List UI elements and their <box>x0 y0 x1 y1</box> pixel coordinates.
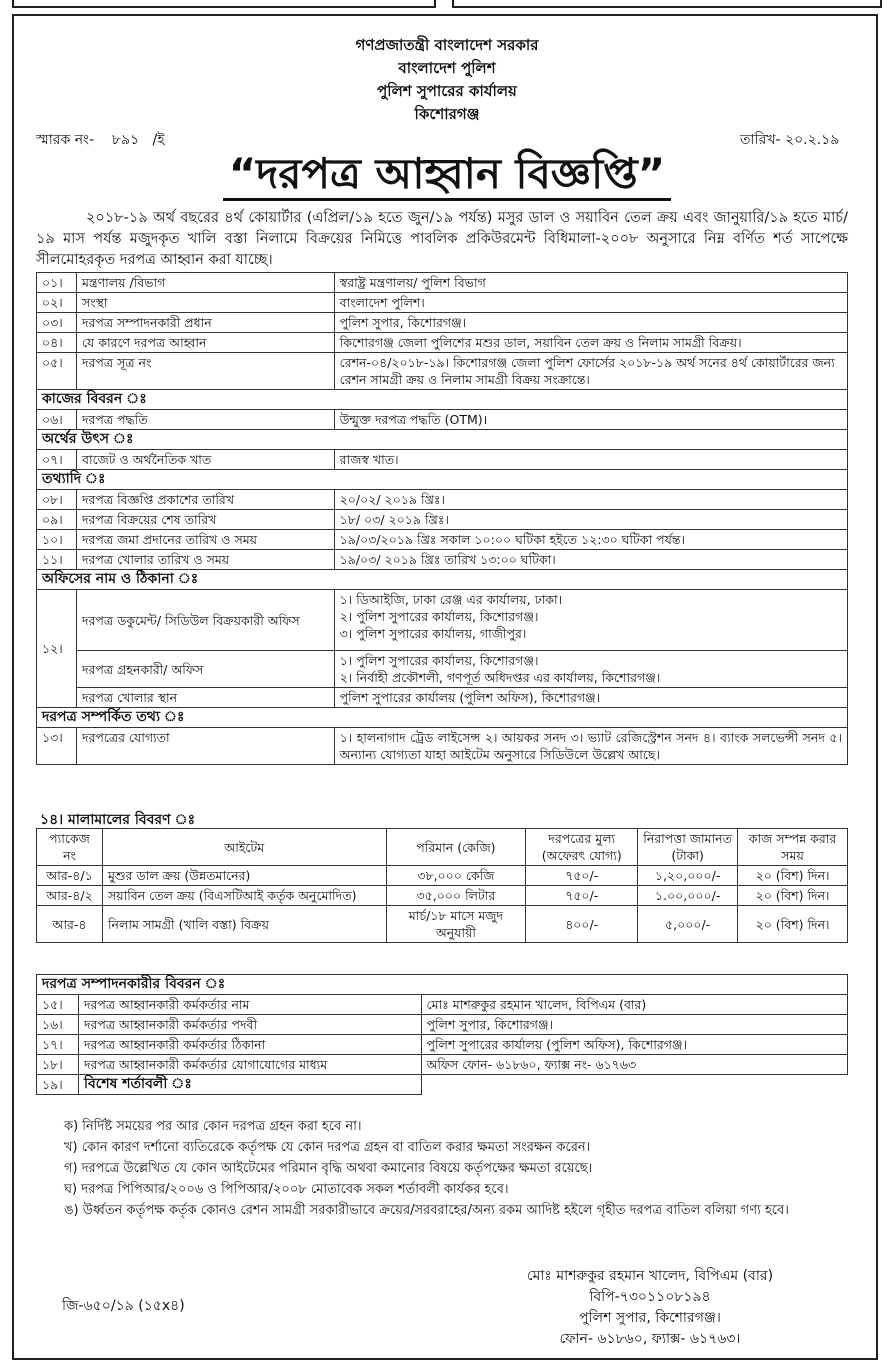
row-label: দরপত্র সূত্র নং <box>76 353 334 390</box>
items-heading: ১৪। মালামালের বিবরণ ঃ <box>40 812 196 828</box>
top-border-left <box>12 0 436 8</box>
table-row <box>37 995 848 1015</box>
signature-block <box>480 1266 820 1350</box>
row-label: দরপত্র খোলার তারিখ ও সময় <box>76 550 334 570</box>
row-label: দরপত্র খোলার স্থান <box>76 688 334 708</box>
row-number: ১২। <box>37 590 77 708</box>
row-label: দরপত্র আহ্বানকারী কর্মকর্তার ঠিকানা <box>78 1035 421 1055</box>
row-label: বিশেষ শর্তাবলী ঃ <box>78 1075 421 1095</box>
table-cell: ৪০০/- <box>526 906 638 943</box>
row-label: দরপত্র গ্রহনকারী/ অফিস <box>76 651 334 688</box>
term-item: খ) কোন কারণ দর্শানো ব্যতিরেকে কর্তৃপক্ষ যে কোন দরপত্র গ্রহন বা বাতিল করার ক্ষমতা সংরক্ষন করেন। <box>64 1140 591 1155</box>
column-header: নিরাপত্তা জামানত (টাকা) <box>638 829 738 866</box>
row-number: ১৬। <box>37 1015 79 1035</box>
special-terms <box>64 1116 844 1221</box>
row-label: দরপত্র বিজ্ঞপ্তি প্রকাশের তারিখ <box>76 490 334 510</box>
table-row <box>37 333 848 353</box>
dept-name: বাংলাদেশ পুলিশ <box>398 59 496 77</box>
table-cell: মার্চ/১৮ মাসে মজুদ অনুযায়ী <box>386 906 526 943</box>
row-label: দরপত্র বিক্রয়ের শেষ তারিখ <box>76 510 334 530</box>
table-row <box>37 490 848 510</box>
column-header: প্যাকেজ নং <box>37 829 103 866</box>
row-number: ১০। <box>37 530 77 550</box>
section-row <box>37 570 848 590</box>
table-cell: ২০ (বিশ) দিন। <box>738 886 848 906</box>
row-value: ২০/০২/ ২০১৯ খ্রিঃ। <box>334 490 847 510</box>
table-row <box>37 688 848 708</box>
reference-number: জি-৬৫০/১৯ (১৫x৪) <box>62 1298 185 1314</box>
row-value: পুলিশ সুপার, কিশোরগঞ্জ। <box>334 313 847 333</box>
row-label: দরপত্র আহ্বানকারী কর্মকর্তার নাম <box>78 995 421 1015</box>
row-value: উন্মুক্ত দরপত্র পদ্ধতি (OTM)। <box>334 410 847 430</box>
table-row <box>37 293 848 313</box>
table-cell: আর-৪/১ <box>37 866 103 886</box>
signer-title: পুলিশ সুপার, কিশোরগঞ্জ। <box>579 1310 721 1326</box>
table-row <box>37 1035 848 1055</box>
row-number: ১৩। <box>37 728 77 765</box>
row-number: ১৯। <box>37 1075 79 1095</box>
signer-name: মোঃ মাশরুকুর রহমান খালেদ, বিপিএম (বার) <box>526 1268 774 1284</box>
row-value: ১। হালনাগাদ ট্রেড লাইসেন্স ২। আয়কর সনদ ৩। ভ্যাট রেজিস্ট্রেশন সনদ ৪। ব্যাংক সলভেন্সী সনদ ৫। অন্যান্য যোগ্যতা যাহা আইটেম অনুসারে সিডিউলে উল্লেখ আছে। <box>334 728 847 765</box>
table-row <box>37 313 848 333</box>
gov-name: গণপ্রজাতন্ত্রী বাংলাদেশ সরকার <box>355 36 539 54</box>
row-number: ০৭। <box>37 450 77 470</box>
row-number: ০৫। <box>37 353 77 390</box>
top-border-right <box>452 0 882 8</box>
column-header: পরিমান (কেজি) <box>386 829 526 866</box>
office-name: পুলিশ সুপারের কার্যালয় <box>377 82 517 100</box>
row-value: পুলিশ সুপার, কিশোরগঞ্জ। <box>421 1015 847 1035</box>
district-name: কিশোরগঞ্জ <box>414 105 480 123</box>
row-value: অফিস ফোন- ৬১৮৬০, ফ্যাক্স নং- ৬১৭৬৩ <box>421 1055 847 1075</box>
table-row <box>37 866 848 886</box>
row-number: ১৮। <box>37 1055 79 1075</box>
row-label: বাজেট ও অর্থনৈতিক খাত <box>76 450 334 470</box>
executive-table <box>36 974 848 1095</box>
term-item: ঙ) উর্ধ্বতন কর্তৃপক্ষ কর্তৃক কোনও রেশন সামগ্রী সরকারীভাবে ক্রয়ের/সরবরাহের/অন্য রকম আদিষ্ট হইলে গৃহীত দরপত্র বাতিল বলিয়া গণ্য হবে। <box>64 1203 789 1218</box>
table-row <box>37 550 848 570</box>
table-cell: আর-৪/২ <box>37 886 103 906</box>
column-header: দরপত্রের মুল্য (অফেরৎ যোগ্য) <box>526 829 638 866</box>
row-value: স্বরাষ্ট্র মন্ত্রণালয়/ পুলিশ বিভাগ <box>334 273 847 293</box>
row-number: ০৯। <box>37 510 77 530</box>
table-cell: ৭৫০/- <box>526 866 638 886</box>
items-header-row <box>37 829 848 866</box>
table-row <box>37 1015 848 1035</box>
row-value: ১৯/০৩/২০১৯ খ্রিঃ সকাল ১০:০০ ঘটিকা হইতে ১২:৩০ ঘটিকা পর্যন্ত। <box>334 530 847 550</box>
table-row <box>37 886 848 906</box>
row-value: পুলিশ সুপারের কার্যালয় (পুলিশ অফিস), কিশোরগঞ্জ। <box>421 1035 847 1055</box>
section-heading: দরপত্র সম্পর্কিত তথ্য ঃ <box>37 708 848 728</box>
row-number: ০৮। <box>37 490 77 510</box>
tender-info-table <box>36 272 848 765</box>
table-row <box>37 410 848 430</box>
table-row <box>37 1055 848 1075</box>
section-row <box>37 708 848 728</box>
table-cell: ১,২০,০০০/- <box>638 866 738 886</box>
row-number: ০৬। <box>37 410 77 430</box>
table-cell: ৩৮,০০০ কেজি <box>386 866 526 886</box>
term-item: ক) নির্দিষ্ট সময়ের পর আর কোন দরপত্র গ্রহন করা হবে না। <box>64 1119 362 1134</box>
row-value: রাজস্ব খাত। <box>334 450 847 470</box>
row-label: দরপত্র আহ্বানকারী কর্মকর্তার যোগাযোগের মাধ্যম <box>78 1055 421 1075</box>
row-number: ১৭। <box>37 1035 79 1055</box>
row-label: মন্ত্রণালয় /বিভাগ <box>76 273 334 293</box>
section-heading: অফিসের নাম ও ঠিকানা ঃ <box>37 570 848 590</box>
table-cell: ২০ (বিশ) দিন। <box>738 906 848 943</box>
memo-number: স্মারক নং- ৮৯১ /ই <box>36 132 165 148</box>
row-number: ১১। <box>37 550 77 570</box>
table-cell: ৭৫০/- <box>526 886 638 906</box>
intro-paragraph: ২০১৮-১৯ অর্থ বছরের ৪র্থ কোয়ার্টার (এপ্রিল/১৯ হতে জুন/১৯ পর্যন্ত) মসুর ডাল ও সয়াবিন তেল ক্রয় এবং জানুয়ারি/১৯ হতে মার্চ/১৯ মাস পর্যন্ত মজুদকৃত খালি বস্তা নিলামে বিক্রয়ের নিমিত্তে পাবলিক প্রকিউরমেন্ট বিধিমালা-২০০৮ অনুসারে নিম্ন বর্ণিত শর্ত সাপেক্ষে সীলমোহরকৃত দরপত্র আহ্বান করা যাচ্ছে। <box>36 210 848 268</box>
row-value: রেশন-০৪/২০১৮-১৯। কিশোরগঞ্জ জেলা পুলিশ ফোর্সের ২০১৮-১৯ অর্থ সনের ৪র্থ কোয়ার্টারের জন্য রেশন সামগ্রী ক্রয় ও নিলাম সামগ্রী বিক্রয় সংক্রান্তে। <box>334 353 847 390</box>
signer-contact: ফোন- ৬১৮৬০, ফ্যাক্স- ৬১৭৬৩। <box>559 1331 741 1347</box>
signer-id: বিপি-৭৩০১১০৮১৯৪ <box>589 1289 711 1305</box>
row-value: ১। ডিআইজি, ঢাকা রেঞ্জ এর কার্যালয়, ঢাকা। ২। পুলিশ সুপারের কার্যালয়, কিশোরগঞ্জ। ৩। পুলিশ সুপারের কার্যালয়, গাজীপুর। <box>334 590 847 651</box>
row-value: পুলিশ সুপারের কার্যালয় (পুলিশ অফিস), কিশোরগঞ্জ। <box>334 688 847 708</box>
row-label: দরপত্র ডকুমেন্ট/ সিডিউল বিক্রয়কারী অফিস <box>76 590 334 651</box>
row-value: ১৮/ ০৩/ ২০১৯ খ্রিঃ। <box>334 510 847 530</box>
page-title: “দরপত্র আহ্বান বিজ্ঞপ্তি” <box>0 144 894 204</box>
table-row <box>37 450 848 470</box>
row-label: দরপত্র পদ্ধতি <box>76 410 334 430</box>
section-heading: কাজের বিবরন ঃ <box>37 390 848 410</box>
row-label: দরপত্র জমা প্রদানের তারিখ ও সময় <box>76 530 334 550</box>
row-number: ০৩। <box>37 313 77 333</box>
term-item: ঘ) দরপত্র পিপিআর/২০০৬ ও পিপিআর/২০০৮ মোতাবেক সকল শর্তাবলী কার্যকর হবে। <box>64 1182 509 1197</box>
row-number: ১৫। <box>37 995 79 1015</box>
table-row <box>37 590 848 651</box>
table-cell: নিলাম সামগ্রী (খালি বস্তা) বিক্রয় <box>102 906 386 943</box>
row-label: দরপত্র সম্পাদনকারী প্রধান <box>76 313 334 333</box>
section-row <box>37 975 848 995</box>
row-value: কিশোরগঞ্জ জেলা পুলিশের মশুর ডাল, সয়াবিন তেল ক্রয় ও নিলাম সামগ্রী বিক্রয়। <box>334 333 847 353</box>
table-row <box>37 1075 848 1095</box>
term-item: গ) দরপত্রে উল্লেখিত যে কোন আইটেমের পরিমান বৃদ্ধি অথবা কমানোর বিষয়ে কর্তৃপক্ষের ক্ষমতা রয়েছে। <box>64 1161 593 1176</box>
row-label: সংস্থা <box>76 293 334 313</box>
row-number: ০১। <box>37 273 77 293</box>
table-cell: ৫,০০০/- <box>638 906 738 943</box>
column-header: কাজ সম্পন্ন করার সময় <box>738 829 848 866</box>
table-cell: ১.০০,০০০/- <box>638 886 738 906</box>
table-cell: ২০ (বিশ) দিন। <box>738 866 848 886</box>
row-value: ১। পুলিশ সুপারের কার্যালয়, কিশোরগঞ্জ। ২। নির্বাহী প্রকৌশলী, গণপূর্ত অধিদপ্তর এর কার্যালয়, কিশোরগঞ্জ। <box>334 651 847 688</box>
row-value: বাংলাদেশ পুলিশ। <box>334 293 847 313</box>
row-number: ০৪। <box>37 333 77 353</box>
table-cell: মুশুর ডাল ক্রয় (উন্নতমানের) <box>102 866 386 886</box>
row-number: ০২। <box>37 293 77 313</box>
items-table <box>36 828 848 943</box>
table-row <box>37 353 848 390</box>
section-heading: দরপত্র সম্পাদনকারীর বিবরন ঃ <box>37 975 848 995</box>
memo-date: তারিখ- ২০.২.১৯ <box>740 132 840 148</box>
table-row <box>37 273 848 293</box>
row-value: মোঃ মাশরুকুর রহমান খালেদ, বিপিএম (বার) <box>421 995 847 1015</box>
section-heading: অর্থের উৎস ঃ <box>37 430 848 450</box>
table-row <box>37 651 848 688</box>
row-label: দরপত্র আহ্বানকারী কর্মকর্তার পদবী <box>78 1015 421 1035</box>
section-heading: তথ্যাদি ঃ <box>37 470 848 490</box>
table-row <box>37 510 848 530</box>
section-row <box>37 390 848 410</box>
table-row <box>37 906 848 943</box>
table-row <box>37 530 848 550</box>
table-cell: সয়াবিন তেল ক্রয় (বিএসটিআই কর্তৃক অনুমোদিত) <box>102 886 386 906</box>
table-cell: আর-৪ <box>37 906 103 943</box>
table-cell: ৩৫,০০০ লিটার <box>386 886 526 906</box>
section-row <box>37 470 848 490</box>
section-row <box>37 430 848 450</box>
row-label: দরপত্রের যোগ্যতা <box>76 728 334 765</box>
row-value: ১৯/০৩/ ২০১৯ খ্রিঃ তারিখ ১৩:০০ ঘটিকা। <box>334 550 847 570</box>
table-row <box>37 728 848 765</box>
column-header: আইটেম <box>102 829 386 866</box>
row-label: যে কারণে দরপত্র আহ্বান <box>76 333 334 353</box>
